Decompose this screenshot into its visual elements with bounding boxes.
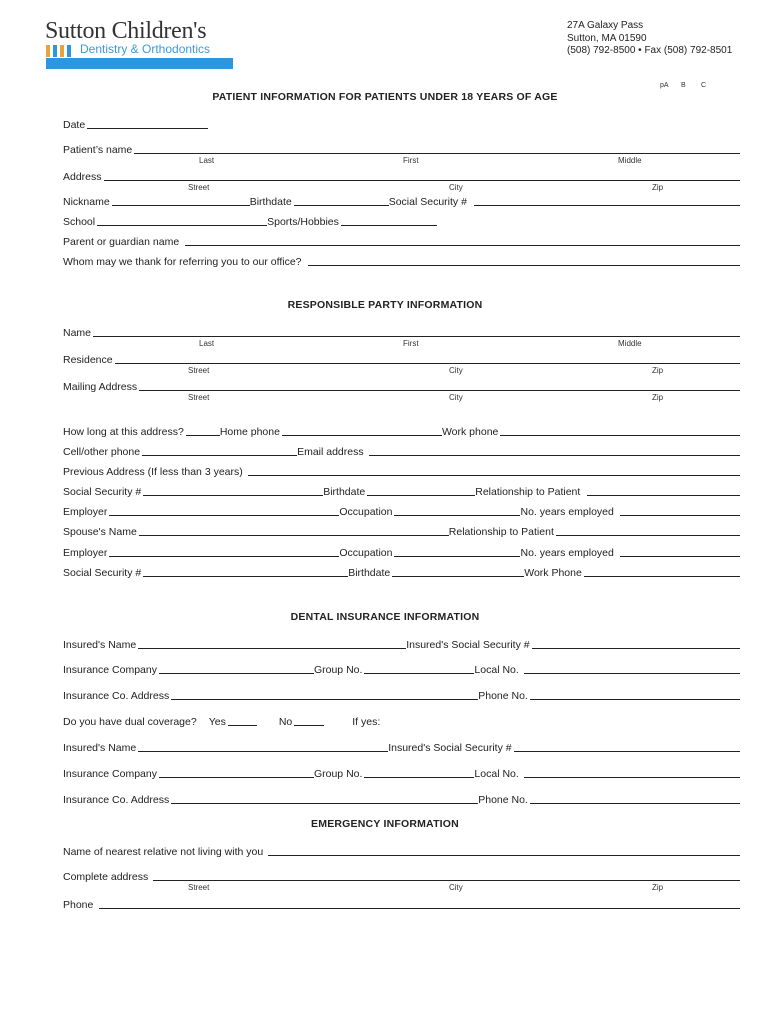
ssn-field[interactable] xyxy=(474,205,740,206)
how-long-field[interactable] xyxy=(186,435,220,436)
insured-name-field[interactable] xyxy=(138,648,406,649)
contact-line: (508) 792-8500 • Fax (508) 792-8501 xyxy=(567,45,733,56)
code-b: B xyxy=(681,82,686,89)
relative-row xyxy=(63,844,740,858)
occupation2-label: Occupation xyxy=(339,547,393,559)
residence-label: Residence xyxy=(63,354,113,366)
guardian-row xyxy=(63,234,740,248)
employer2-label: Employer xyxy=(63,547,108,559)
mailing-field[interactable] xyxy=(139,390,740,391)
sports-field[interactable] xyxy=(341,225,437,226)
years-label: No. years employed xyxy=(520,506,614,518)
ins-address-label: Insurance Co. Address xyxy=(63,690,170,702)
relative-label: Name of nearest relative not living with you xyxy=(63,846,264,858)
teeth-icon xyxy=(46,43,76,57)
group2-field[interactable] xyxy=(364,777,474,778)
em-phone-label: Phone xyxy=(63,899,94,911)
responsible-section-title: RESPONSIBLE PARTY INFORMATION xyxy=(287,299,483,311)
email-label: Email address xyxy=(297,446,364,458)
address-field[interactable] xyxy=(104,180,740,181)
date-row xyxy=(63,117,208,131)
cell-field[interactable] xyxy=(142,455,297,456)
dual-label: Do you have dual coverage? xyxy=(63,716,197,728)
ins-company-field[interactable] xyxy=(159,673,314,674)
ssn2-label: Social Security # xyxy=(63,567,142,579)
email-field[interactable] xyxy=(369,455,740,456)
resp-zip-caption: Zip xyxy=(652,366,664,375)
insured-name2-row xyxy=(63,740,740,754)
address-line-2: Sutton, MA 01590 xyxy=(567,33,647,44)
guardian-label: Parent or guardian name xyxy=(63,236,180,248)
insured-name-row xyxy=(63,637,740,651)
residence-field[interactable] xyxy=(115,363,740,364)
resp-ssn-label: Social Security # xyxy=(63,486,142,498)
how-long-row xyxy=(63,424,740,438)
logo-subtitle: Dentistry & Orthodontics xyxy=(80,42,211,56)
address-line-1: 27A Galaxy Pass xyxy=(567,20,644,31)
ins-phone2-field[interactable] xyxy=(530,803,740,804)
ins-company2-row xyxy=(63,766,740,780)
code-c: C xyxy=(701,82,707,89)
insured-name-label: Insured's Name xyxy=(63,639,137,651)
referral-field[interactable] xyxy=(308,265,741,266)
resp-street-caption: Street xyxy=(188,366,210,375)
work-phone2-label: Work Phone xyxy=(524,567,582,579)
years2-label: No. years employed xyxy=(520,547,614,559)
complete-address-label: Complete address xyxy=(63,871,149,883)
insured-ssn2-field[interactable] xyxy=(514,751,740,752)
ssn2-field[interactable] xyxy=(143,576,348,577)
relationship-label: Relationship to Patient xyxy=(475,486,581,498)
street-caption: Street xyxy=(188,183,210,192)
employer-field[interactable] xyxy=(109,515,339,516)
ins-company2-label: Insurance Company xyxy=(63,768,157,780)
resp-middle-caption: Middle xyxy=(618,339,642,348)
ins-company2-field[interactable] xyxy=(159,777,314,778)
code-pa: pA xyxy=(660,82,669,89)
resp-birthdate-field[interactable] xyxy=(367,495,475,496)
logo-title: Sutton Children's xyxy=(45,18,207,44)
spouse-rel-label: Relationship to Patient xyxy=(448,526,554,538)
employer-label: Employer xyxy=(63,506,108,518)
referral-label: Whom may we thank for referring you to our office? xyxy=(63,256,302,268)
spouse-row xyxy=(63,524,740,538)
ssn2-row xyxy=(63,565,740,579)
home-phone-label: Home phone xyxy=(219,426,280,438)
ins-phone-label: Phone No. xyxy=(478,690,528,702)
cell-label: Cell/other phone xyxy=(63,446,141,458)
ins-phone2-label: Phone No. xyxy=(478,794,528,806)
birthdate2-field[interactable] xyxy=(392,576,524,577)
local2-label: Local No. xyxy=(474,768,519,780)
relationship-field[interactable] xyxy=(587,495,740,496)
spouse-label: Spouse's Name xyxy=(63,526,137,538)
address-row xyxy=(63,169,740,183)
resp-name-field[interactable] xyxy=(93,336,740,337)
insurance-section-title: DENTAL INSURANCE INFORMATION xyxy=(290,611,480,623)
nickname-field[interactable] xyxy=(112,205,250,206)
work-phone2-field[interactable] xyxy=(584,576,740,577)
complete-address-row xyxy=(63,869,740,883)
local2-field[interactable] xyxy=(524,777,740,778)
resp-name-row xyxy=(63,325,740,339)
previous-address-label: Previous Address (If less than 3 years) xyxy=(63,466,243,478)
date-label: Date xyxy=(63,119,86,131)
group2-label: Group No. xyxy=(313,768,363,780)
local-label: Local No. xyxy=(474,664,519,676)
zip-caption: Zip xyxy=(652,183,664,192)
work-phone-label: Work phone xyxy=(441,426,499,438)
patient-name-row xyxy=(63,142,740,156)
birthdate2-label: Birthdate xyxy=(348,567,391,579)
home-phone-field[interactable] xyxy=(282,435,442,436)
patient-section-title: PATIENT INFORMATION FOR PATIENTS UNDER 18 YEARS OF AGE xyxy=(212,91,558,103)
patient-name-label: Patient’s name xyxy=(63,144,133,156)
yes-label: Yes xyxy=(208,716,226,728)
group-label: Group No. xyxy=(313,664,363,676)
date-field[interactable] xyxy=(87,128,208,129)
logo-bar xyxy=(46,58,233,69)
em-street-caption: Street xyxy=(188,883,210,892)
birthdate-label: Birthdate xyxy=(249,196,292,208)
middle-caption: Middle xyxy=(618,156,642,165)
emergency-section-title: EMERGENCY INFORMATION xyxy=(311,818,459,830)
insured-ssn-field[interactable] xyxy=(532,648,740,649)
resp-birthdate-label: Birthdate xyxy=(323,486,366,498)
insured-name2-label: Insured's Name xyxy=(63,742,137,754)
dual-coverage-row xyxy=(63,714,740,728)
insured-name2-field[interactable] xyxy=(138,751,388,752)
ssn-label: Social Security # xyxy=(388,196,467,208)
insured-ssn-label: Insured's Social Security # xyxy=(406,639,530,651)
resp-city-caption: City xyxy=(449,366,463,375)
spouse-field[interactable] xyxy=(139,535,449,536)
nickname-row xyxy=(63,194,740,208)
ins-company-row xyxy=(63,662,740,676)
mail-zip-caption: Zip xyxy=(652,393,664,402)
mail-street-caption: Street xyxy=(188,393,210,402)
ins-address2-row xyxy=(63,792,740,806)
occupation-label: Occupation xyxy=(339,506,393,518)
no-field[interactable] xyxy=(294,725,324,726)
school-label: School xyxy=(63,216,96,228)
mailing-row xyxy=(63,379,740,393)
spouse-rel-field[interactable] xyxy=(556,535,740,536)
relative-field[interactable] xyxy=(268,855,740,856)
cell-row xyxy=(63,444,740,458)
ins-address-row xyxy=(63,688,740,702)
if-yes-label: If yes: xyxy=(352,716,381,728)
how-long-label: How long at this address? xyxy=(63,426,184,438)
employer-row xyxy=(63,504,740,518)
complete-address-field[interactable] xyxy=(153,880,740,881)
yes-field[interactable] xyxy=(228,725,257,726)
ins-address2-label: Insurance Co. Address xyxy=(63,794,170,806)
em-phone-field[interactable] xyxy=(99,908,740,909)
mail-city-caption: City xyxy=(449,393,463,402)
ins-address-field[interactable] xyxy=(171,699,478,700)
last-caption: Last xyxy=(199,156,215,165)
previous-address-row xyxy=(63,464,740,478)
birthdate-field[interactable] xyxy=(294,205,389,206)
patient-name-field[interactable] xyxy=(134,153,740,154)
years2-field[interactable] xyxy=(620,556,740,557)
mailing-label: Mailing Address xyxy=(63,381,138,393)
ins-phone-field[interactable] xyxy=(530,699,740,700)
employer2-row xyxy=(63,545,740,559)
em-zip-caption: Zip xyxy=(652,883,664,892)
occupation-field[interactable] xyxy=(394,515,520,516)
referral-row xyxy=(63,254,740,268)
work-phone-field[interactable] xyxy=(500,435,740,436)
guardian-field[interactable] xyxy=(185,245,740,246)
employer2-field[interactable] xyxy=(109,556,339,557)
address-label: Address xyxy=(63,171,102,183)
resp-ssn-row xyxy=(63,484,740,498)
school-field[interactable] xyxy=(97,225,267,226)
residence-row xyxy=(63,352,740,366)
no-label: No xyxy=(278,716,293,728)
school-row xyxy=(63,214,740,228)
sports-label: Sports/Hobbies xyxy=(267,216,339,228)
resp-first-caption: First xyxy=(403,339,419,348)
first-caption: First xyxy=(403,156,419,165)
local-field[interactable] xyxy=(524,673,740,674)
city-caption: City xyxy=(449,183,463,192)
ins-address2-field[interactable] xyxy=(171,803,478,804)
nickname-label: Nickname xyxy=(63,196,110,208)
ins-company-label: Insurance Company xyxy=(63,664,157,676)
group-field[interactable] xyxy=(364,673,474,674)
years-field[interactable] xyxy=(620,515,740,516)
resp-name-label: Name xyxy=(63,327,92,339)
insured-ssn2-label: Insured's Social Security # xyxy=(388,742,512,754)
resp-ssn-field[interactable] xyxy=(143,495,323,496)
em-phone-row xyxy=(63,897,740,911)
previous-address-field[interactable] xyxy=(248,475,740,476)
em-city-caption: City xyxy=(449,883,463,892)
resp-last-caption: Last xyxy=(199,339,215,348)
occupation2-field[interactable] xyxy=(394,556,520,557)
